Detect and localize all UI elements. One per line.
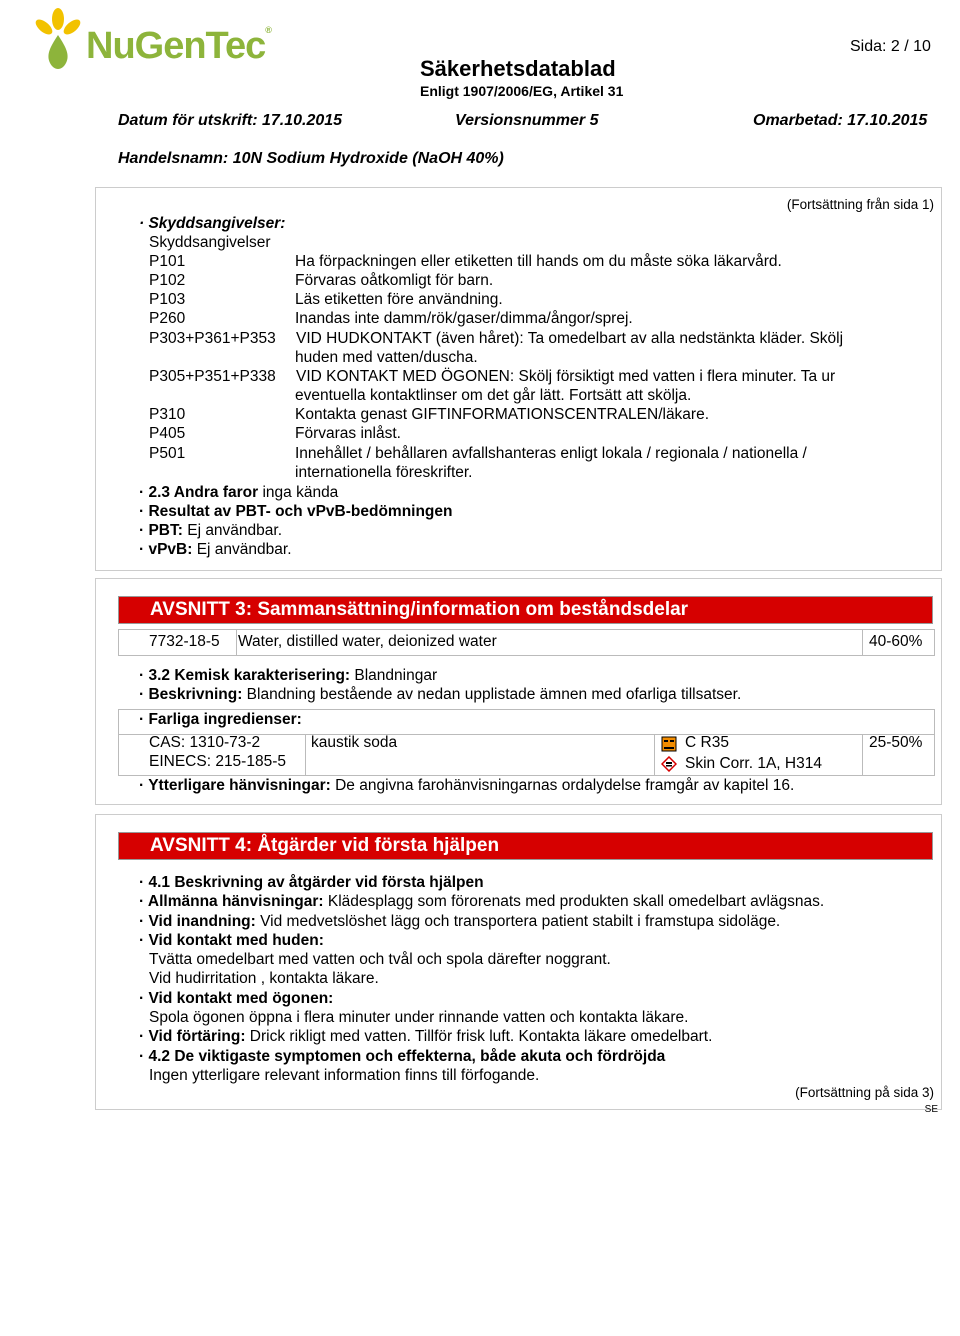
statement-text-cont: huden med vatten/duscha. bbox=[295, 349, 478, 366]
symptoms-text: Ingen ytterligare relevant information finns till förfogande. bbox=[149, 1067, 540, 1084]
statement-text: Kontakta genast GIFTINFORMATIONSCENTRALEN/läkare. bbox=[295, 406, 710, 423]
eye-contact-heading: · Vid kontakt med ögonen: bbox=[139, 990, 334, 1007]
version-number: Versionsnummer 5 bbox=[455, 112, 599, 129]
statement-text: Förvaras oåtkomligt för barn. bbox=[295, 272, 494, 289]
statement-text: Ha förpackningen eller etiketten till hands om du måste söka läkarvård. bbox=[295, 253, 782, 270]
symptoms-heading: · 4.2 De viktigaste symptomen och effekterna, både akuta och fördröjda bbox=[139, 1048, 666, 1065]
precaution-subheading: Skyddsangivelser bbox=[149, 234, 271, 251]
statement-code: P103 bbox=[149, 291, 186, 308]
statement-text-cont: eventuella kontaktlinser om det går lätt. Fortsätt att skölja. bbox=[295, 387, 692, 404]
eye-contact-text: Spola ögonen öppna i flera minuter under rinnande vatten och kontakta läkare. bbox=[149, 1009, 689, 1026]
section3-header: AVSNITT 3: Sammansättning/information om beståndsdelar bbox=[118, 596, 933, 624]
trade-name: Handelsnamn: 10N Sodium Hydroxide (NaOH 40%) bbox=[118, 150, 504, 167]
dangerous-ingredients-heading: · Farliga ingredienser: bbox=[139, 711, 302, 728]
further-information: · Ytterligare hänvisningar: De angivna farohänvisningarnas ordalydelse framgår av kapitel 16. bbox=[139, 777, 795, 794]
after-inhalation: · Vid inandning: Vid medvetslöshet lägg och transportera patient stabilt i framstupa sidoläge. bbox=[139, 913, 781, 930]
pbt-result: · PBT: Ej användbar. bbox=[139, 522, 283, 539]
ingredient-cas: CAS: 1310-73-2 bbox=[149, 734, 261, 751]
statement-code: P501 bbox=[149, 445, 186, 462]
company-logo: NuGenTec® bbox=[28, 5, 278, 75]
ingredient-einecs: EINECS: 215-185-5 bbox=[149, 753, 286, 770]
statement-code: P310 bbox=[149, 406, 186, 423]
ingredient-class-2: Skin Corr. 1A, H314 bbox=[685, 755, 822, 772]
ingredient-class-1: C R35 bbox=[685, 734, 729, 751]
statement-code: P405 bbox=[149, 425, 186, 442]
other-hazards: · 2.3 Andra faror inga kända bbox=[139, 484, 339, 501]
document-title: Säkerhetsdatablad bbox=[420, 56, 616, 81]
language-code: SE bbox=[924, 1104, 938, 1115]
skin-contact-text-1: Tvätta omedelbart med vatten och tvål och spola därefter noggrant. bbox=[149, 951, 611, 968]
ingredient-name: kaustik soda bbox=[311, 734, 398, 751]
statement-code: P102 bbox=[149, 272, 186, 289]
continued-to: (Fortsättning på sida 3) bbox=[795, 1085, 934, 1100]
statement-text: VID HUDKONTAKT (även håret): Ta omedelbart av alla nedstänkta kläder. Skölj bbox=[296, 330, 844, 347]
general-notes: · Allmänna hänvisningar: Klädesplagg som förorenats med produkten skall omedelbart avlägsnas. bbox=[139, 893, 825, 910]
page-number: Sida: 2 / 10 bbox=[850, 38, 931, 55]
statement-text: Läs etiketten före användning. bbox=[295, 291, 503, 308]
print-date: Datum för utskrift: 17.10.2015 bbox=[118, 112, 343, 129]
revised-date: Omarbetad: 17.10.2015 bbox=[753, 112, 928, 129]
continued-from: (Fortsättning från sida 1) bbox=[786, 197, 934, 212]
first-aid-description-heading: · 4.1 Beskrivning av åtgärder vid första hjälpen bbox=[139, 874, 484, 891]
statement-code: P303+P361+P353 bbox=[149, 330, 276, 347]
after-swallowing: · Vid förtäring: Drick rikligt med vatten. Tillför frisk luft. Kontakta läkare omedelbart. bbox=[139, 1028, 713, 1045]
statement-text-cont: internationella föreskrifter. bbox=[295, 464, 473, 481]
statement-code: P260 bbox=[149, 310, 186, 327]
ingredient-percent: 25-50% bbox=[869, 734, 923, 751]
hazard-diamond-icon bbox=[661, 756, 677, 772]
water-name: Water, distilled water, deionized water bbox=[238, 633, 497, 650]
chemical-characterization: · 3.2 Kemisk karakterisering: Blandningar bbox=[139, 667, 438, 684]
corrosive-pictogram-icon bbox=[661, 736, 677, 752]
pbt-heading: · Resultat av PBT- och vPvB-bedömningen bbox=[139, 503, 453, 520]
vpvb-result: · vPvB: Ej användbar. bbox=[139, 541, 292, 558]
statement-code: P305+P351+P338 bbox=[149, 368, 276, 385]
skin-contact-text-2: Vid hudirritation , kontakta läkare. bbox=[149, 970, 379, 987]
statement-text: Innehållet / behållaren avfallshanteras enligt lokala / regionala / nationella / bbox=[295, 445, 807, 462]
section4-header: AVSNITT 4: Åtgärder vid första hjälpen bbox=[118, 832, 933, 860]
statement-text: Förvaras inlåst. bbox=[295, 425, 401, 442]
logo-leaf-icon bbox=[28, 5, 88, 75]
statement-code: P101 bbox=[149, 253, 186, 270]
statement-text: VID KONTAKT MED ÖGONEN: Skölj försiktigt med vatten i flera minuter. Ta ur bbox=[296, 368, 836, 385]
water-percent: 40-60% bbox=[869, 633, 923, 650]
statement-text: Inandas inte damm/rök/gaser/dimma/ångor/sprej. bbox=[295, 310, 633, 327]
description: · Beskrivning: Blandning bestående av nedan upplistade ämnen med ofarliga tillsatser. bbox=[139, 686, 742, 703]
water-cas: 7732-18-5 bbox=[149, 633, 220, 650]
logo-text: NuGenTec bbox=[86, 25, 266, 67]
skin-contact-heading: · Vid kontakt med huden: bbox=[139, 932, 324, 949]
precaution-heading: · Skyddsangivelser: bbox=[139, 215, 286, 232]
document-subtitle: Enligt 1907/2006/EG, Artikel 31 bbox=[420, 83, 624, 99]
